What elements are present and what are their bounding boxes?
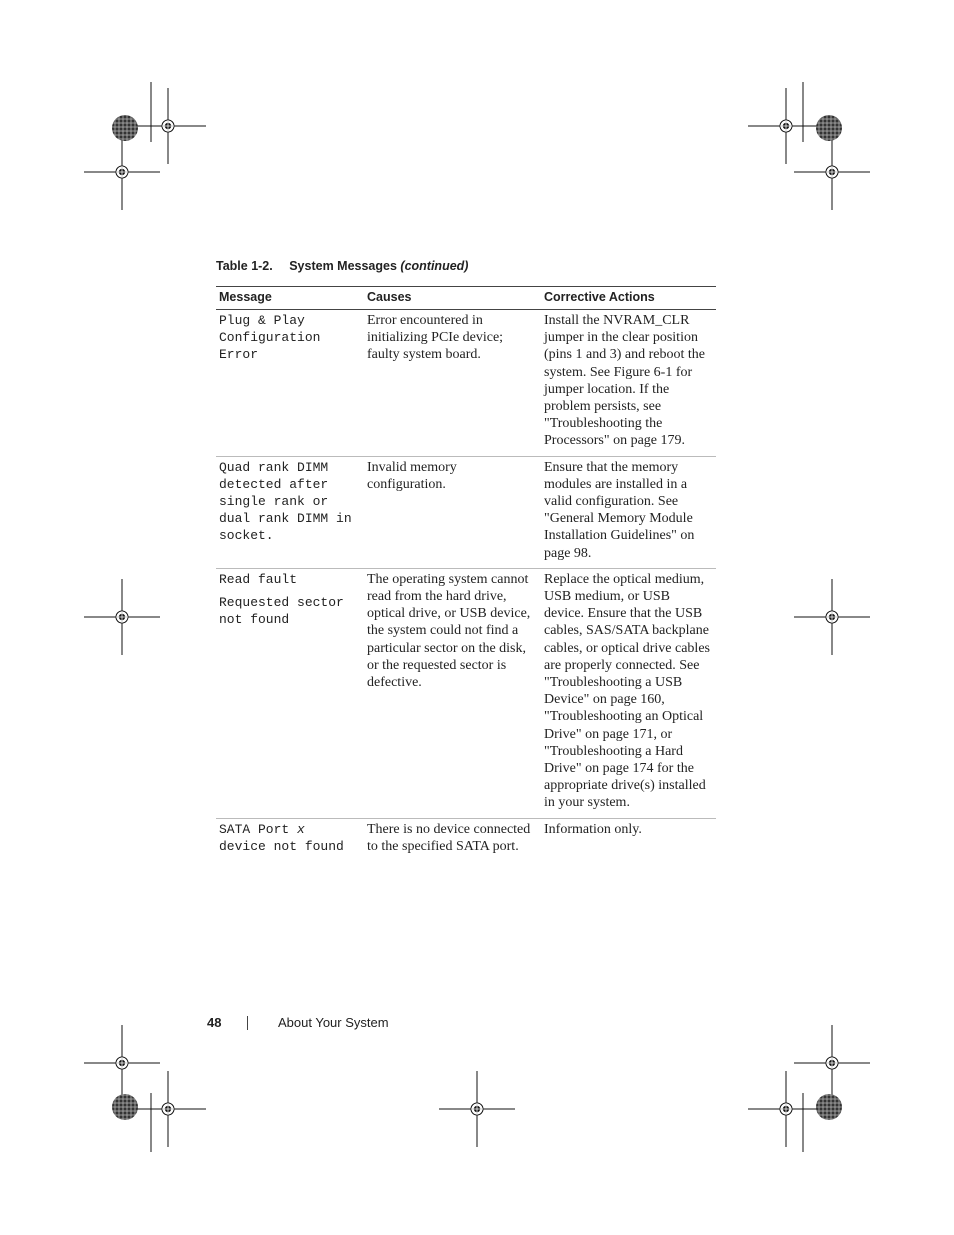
table-number: Table 1-2. (216, 259, 273, 273)
message-cell: Quad rank DIMM detected after single rank or dual rank DIMM in socket. (216, 456, 364, 568)
table-row (216, 456, 716, 568)
table-row (216, 818, 716, 861)
actions-cell: Information only. (544, 821, 642, 837)
starburst-icon (816, 1094, 842, 1120)
system-messages-table (216, 286, 716, 861)
table-caption (216, 259, 468, 273)
crosshair-icon (748, 1071, 824, 1147)
crosshair-icon (84, 134, 160, 210)
causes-cell: The operating system cannot read from the hard drive, optical drive, or USB device, the system could not find a particular sector on the disk, or the requested sector is defective. (364, 568, 541, 818)
message-cell: Plug & Play Configuration Error (216, 310, 364, 457)
table-row (216, 310, 716, 457)
message-cell: Read fault Requested sector not found (216, 568, 364, 818)
actions-cell: Ensure that the memory modules are installed in a valid configuration. See "General Memory Module Installation Guidelines" on page 98. (541, 456, 716, 568)
crosshair-icon (84, 579, 160, 655)
actions-cell: Replace the optical medium, USB medium, or USB device. Ensure that the USB cables, SAS/SATA backplane cables, or optical drive cables are properly connected. See "Troubleshooting a USB Device" on page 160, "Troubleshooting an Optical Drive" on page 171, or "Troubleshooting a Hard Drive" on page 174 for the appropriate drive(s) installed in your system. (541, 568, 716, 818)
column-header-message: Message (216, 287, 364, 310)
table-row (216, 568, 716, 818)
actions-cell: Install the NVRAM_CLR jumper in the clear position (pins 1 and 3) and reboot the system. See Figure 6-1 for jumper location. If the problem persists, see "Troubleshooting the Processors" on page 179. (541, 310, 716, 457)
message-cell: SATA Port x device not found (219, 821, 344, 854)
crosshair-icon (794, 134, 870, 210)
footer-section-title: About Your System (278, 1015, 389, 1030)
crosshair-icon (130, 88, 206, 164)
starburst-icon (112, 115, 138, 141)
crosshair-icon (84, 1025, 160, 1101)
crosshair-icon (794, 579, 870, 655)
table-title: System Messages (289, 259, 397, 273)
crosshair-icon (130, 1071, 206, 1147)
causes-cell: There is no device connected to the specified SATA port. (367, 821, 531, 854)
crosshair-icon (439, 1071, 515, 1147)
column-header-corrective-actions: Corrective Actions (541, 287, 716, 310)
page-number: 48 (207, 1015, 222, 1030)
starburst-icon (112, 1094, 138, 1120)
footer-divider (247, 1016, 248, 1030)
variable-x: x (297, 821, 305, 837)
causes-cell: Error encountered in initializing PCIe device; faulty system board. (364, 310, 541, 457)
column-header-causes: Causes (364, 287, 541, 310)
starburst-icon (816, 115, 842, 141)
causes-cell: Invalid memory configuration. (364, 456, 541, 568)
crosshair-icon (748, 88, 824, 164)
crosshair-icon (794, 1025, 870, 1101)
table-continued-label: (continued) (400, 259, 469, 273)
table-header-row (216, 287, 716, 310)
